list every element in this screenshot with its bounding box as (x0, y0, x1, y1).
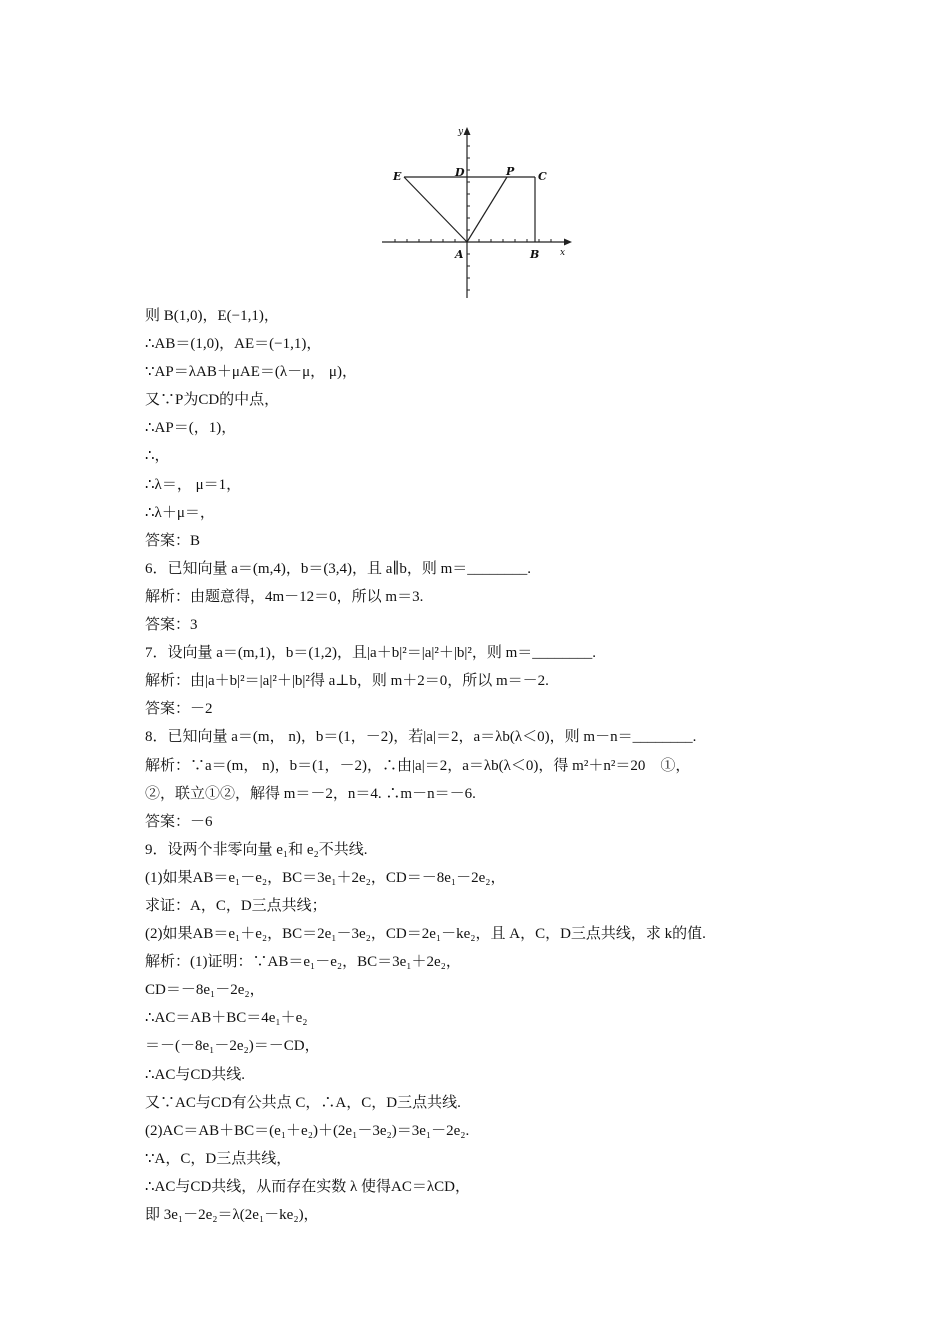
text-line: 则 B(1,0)，E(−1,1)， (145, 308, 279, 324)
answer-line: 答案：B (145, 532, 201, 549)
point-label-c: C (538, 170, 547, 183)
text-line: 又∵P为CD的中点， (145, 392, 280, 409)
text-line: 解析：由题意得，4m－12＝0，所以 m＝3. (145, 588, 424, 605)
text-line: ②，联立①②，解得 m＝－2，n＝4. ∴m－n＝－6. (145, 785, 476, 802)
text-line: 解析：∵a＝(m， n)，b＝(1，－2)，∴由|a|＝2，a＝λb(λ＜0)，得 m²＋n²＝20 ①， (145, 757, 691, 774)
text-line: 求证：A，C，D三点共线； (145, 897, 327, 914)
answer-line: 答案：－6 (145, 813, 213, 830)
answer-line: 答案：3 (145, 617, 198, 634)
text-line: (1)如果AB＝e₁－e₂，BC＝3e₁＋2e₂，CD＝－8e₁－2e₂， (145, 869, 506, 886)
answer-line: 答案：－2 (145, 701, 213, 718)
text-line: ∴λ＋μ＝， (145, 504, 215, 521)
segment-ea (404, 177, 467, 242)
point-label-a: A (455, 248, 464, 261)
text-line: ∴AB＝(1,0)，AE＝(−1,1)， (145, 336, 322, 353)
text-line: (2)如果AB＝e₁＋e₂，BC＝2e₁－3e₂，CD＝2e₁－ke₂，且 A，C，D三点共线，求 k的值. (145, 926, 706, 943)
question-9: 9．设两个非零向量 e₁和 e₂不共线. (145, 841, 368, 858)
question-8: 8．已知向量 a＝(m， n)，b＝(1，－2)，若|a|＝2，a＝λb(λ＜0)，则 m－n＝________. (145, 729, 697, 746)
y-axis-arrow (464, 127, 471, 135)
question-7: 7．设向量 a＝(m,1)，b＝(1,2)，且|a＋b|²＝|a|²＋|b|²，则 m＝________. (145, 645, 597, 662)
solution-text (145, 302, 845, 1229)
text-line: ∴AC＝AB＋BC＝4e₁＋e₂ (145, 1010, 308, 1027)
point-label-p: P (506, 165, 515, 178)
text-line: ∵AP＝λAB＋μAE＝(λ－μ， μ)， (145, 364, 357, 381)
text-line: 即 3e₁－2e₂＝λ(2e₁－ke₂)， (145, 1207, 319, 1223)
text-line: CD＝－8e₁－2e₂， (145, 982, 265, 999)
axis-label-x: x (560, 248, 566, 258)
axis-label-y: y (458, 127, 464, 137)
coordinate-figure (378, 120, 578, 305)
point-label-b: B (530, 248, 540, 261)
segment-pa (467, 177, 507, 242)
text-line: ∴AP＝(，1)， (145, 420, 237, 437)
text-line: 解析：由|a＋b|²＝|a|²＋|b|²得 a⊥b，则 m＋2＝0，所以 m＝－2. (145, 673, 549, 690)
point-label-e: E (393, 170, 402, 183)
question-6: 6．已知向量 a＝(m,4)，b＝(3,4)，且 a∥b，则 m＝________. (145, 560, 532, 577)
point-label-d: D (455, 166, 465, 179)
text-line: ∴λ＝， μ＝1， (145, 476, 242, 493)
x-axis-arrow (564, 239, 572, 246)
text-line: ∴， (145, 448, 170, 465)
text-line: ＝－(－8e₁－2e₂)＝－CD， (145, 1038, 320, 1055)
text-line: ∴AC与CD共线. (145, 1066, 245, 1083)
text-line: ∴AC与CD共线，从而存在实数 λ 使得AC＝λCD， (145, 1178, 470, 1195)
figure-svg (378, 120, 578, 305)
text-line: (2)AC＝AB＋BC＝(e₁＋e₂)＋(2e₁－3e₂)＝3e₁－2e₂. (145, 1122, 470, 1139)
text-line: 又∵AC与CD有公共点 C，∴A，C，D三点共线. (145, 1094, 461, 1111)
text-line: ∵A，C，D三点共线， (145, 1150, 292, 1167)
text-line: 解析：(1)证明：∵AB＝e₁－e₂，BC＝3e₁＋2e₂， (145, 954, 461, 971)
